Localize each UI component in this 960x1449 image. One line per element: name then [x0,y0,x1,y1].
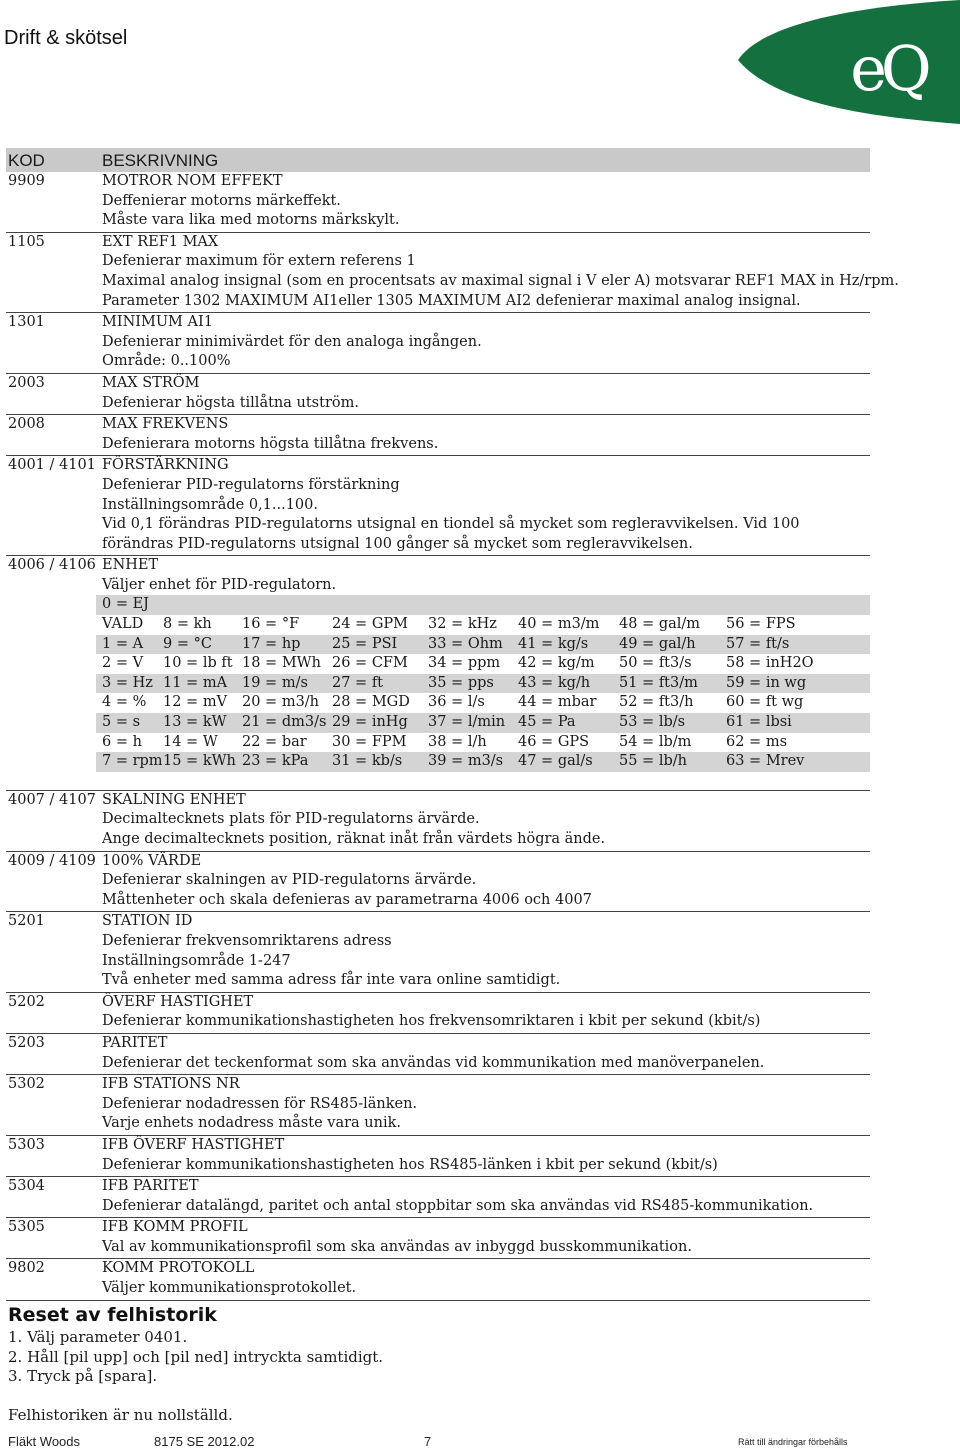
row-title: MAX STRÖM [102,374,200,391]
table-row [6,456,870,556]
row-code: 5305 [8,1219,45,1236]
row-title: MAX FREKVENS [102,416,229,433]
row-description [102,1259,870,1298]
row-text: Inställningsområde 0,1...100. [102,496,318,513]
row-title: FÖRSTÄRKNING [102,457,229,474]
row-text: Defenierar datalängd, paritet och antal stoppbitar som ska användas vid RS485-kommunikation. [102,1197,814,1214]
parameter-table [6,148,899,1301]
unit-grid-cell: 28 = MGD [332,694,410,711]
unit-grid-cell: 33 = Ohm [428,635,503,652]
unit-grid-cell: 18 = MWh [242,655,321,672]
row-text: Defenierar minimivärdet för den analoga ingången. [102,333,482,350]
unit-grid-row [6,693,870,713]
footer-doc-number: 8175 SE 2012.02 [154,1434,255,1449]
unit-grid-cell: 32 = kHz [428,616,497,633]
row-text: Inställningsområde 1-247 [102,952,291,969]
row-title: MINIMUM AI1 [102,314,213,331]
reset-step: 1. Välj parameter 0401. [8,1328,188,1346]
row-code: 5302 [8,1076,45,1093]
unit-grid-cell: 21 = dm3/s [242,714,327,731]
unit-grid-cell: 47 = gal/s [518,753,593,770]
unit-grid-cell: 27 = ft [332,674,384,691]
table-row [6,1177,870,1218]
header-code: KOD [8,151,45,170]
row-description [102,1136,870,1175]
row-text: Väljer kommunikationsprotokollet. [102,1280,357,1297]
row-title: IFB STATIONS NR [102,1076,240,1093]
page-footer [0,1434,960,1449]
unit-grid-cell: 0 = EJ [102,596,149,613]
unit-grid-cell: 40 = m3/m [518,616,600,633]
logo-text: eQ [850,32,926,105]
row-code: 4007 / 4107 [8,791,96,808]
unit-grid-cell: 46 = GPS [518,733,590,750]
table-row [6,1259,870,1300]
unit-grid-cell: 19 = m/s [242,674,308,691]
unit-grid-cell: 34 = ppm [428,655,501,672]
row-text: Defenierar nodadressen för RS485-länken. [102,1095,418,1112]
table-row [6,313,870,374]
row-description [102,233,899,311]
footer-company: Fläkt Woods [8,1434,81,1449]
row-text: Defenierar högsta tillåtna utström. [102,394,359,411]
unit-grid-cell: 16 = °F [242,616,300,633]
row-code: 4009 / 4109 [8,852,96,869]
table-row [6,233,899,313]
unit-grid-row [96,595,870,615]
row-text: Defenierar kommunikationshastigheten hos RS485-länken i kbit per sekund (kbit/s) [102,1156,718,1173]
unit-grid-cell: 14 = W [163,733,218,750]
unit-grid-cell: 11 = mA [163,674,228,691]
unit-grid-cell: 52 = ft3/h [619,694,694,711]
row-description [102,993,870,1032]
row-text: Måttenheter och skala defenieras av parametrarna 4006 och 4007 [102,891,592,908]
table-row [6,172,870,233]
row-title: IFB KOMM PROFIL [102,1219,248,1236]
row-text: Defenierar PID-regulatorns förstärkning [102,476,400,493]
unit-grid-cell: 2 = V [102,655,144,672]
table-row [6,791,870,852]
unit-grid-cell: 57 = ft/s [726,635,790,652]
reset-heading: Reset av felhistorik [8,1304,217,1326]
unit-grid-cell: VALD [102,616,144,633]
row-code: 4001 / 4101 [8,457,96,474]
header-description: BESKRIVNING [102,151,219,170]
unit-grid-row [6,654,870,674]
unit-grid-cell: 62 = ms [726,733,788,750]
unit-grid-cell: 51 = ft3/m [619,674,698,691]
page-header-title: Drift & skötsel [4,27,128,49]
unit-grid-cell: 4 = % [102,694,147,711]
unit-grid-cell: 3 = Hz [102,674,153,691]
row-code: 1301 [8,314,45,331]
row-code: 9802 [8,1260,45,1277]
table-row [6,374,870,415]
row-text: Maximal analog insignal (som en procentsats av maximal signal i V eler A) motsvarar REF1 MAX in Hz/rpm. [102,272,899,289]
reset-steps [8,1328,383,1387]
row-text: Val av kommunikationsprofil som ska användas av inbyggd busskommunikation. [102,1238,692,1255]
unit-grid-row [96,674,870,694]
reset-step: 2. Håll [pil upp] och [pil ned] intryckta samtidigt. [8,1347,384,1366]
row-description [102,852,870,911]
row-description [102,1177,870,1216]
table-rows-bottom [6,791,870,1301]
row-title: MOTROR NOM EFFEKT [102,173,283,189]
unit-grid-cell: 26 = CFM [332,655,408,672]
unit-grid-cell: 59 = in wg [726,674,807,691]
reset-step: 3. Tryck på [spara]. [8,1367,158,1386]
row-description [102,556,870,595]
row-description [102,912,870,990]
unit-grid-cell: 25 = PSI [332,635,398,652]
unit-grid-cell: 39 = m3/s [428,753,504,770]
unit-grid-cell: 7 = rpm [102,753,163,770]
row-description [102,791,870,850]
row-description [102,313,870,372]
row-description [102,1075,870,1134]
table-row [6,1034,870,1075]
row-title: IFB ÖVERF HASTIGHET [102,1136,285,1153]
eq-logo [738,0,960,124]
row-code: 4006 / 4106 [8,557,96,574]
table-rows-top [6,172,899,556]
unit-grid-cell: 12 = mV [163,694,228,711]
footer-page-number: 7 [424,1434,432,1449]
unit-grid-cell: 22 = bar [242,733,307,750]
row-title: 100% VÄRDE [102,852,202,869]
row-text: Defenierar det teckenformat som ska användas vid kommunikation med manöverpanelen. [102,1054,765,1071]
unit-grid-cell: 5 = s [102,714,141,731]
unit-grid-cell: 48 = gal/m [619,616,701,633]
unit-grid [6,595,870,771]
unit-grid-cell: 38 = l/h [428,733,487,750]
row-text: Parameter 1302 MAXIMUM AI1eller 1305 MAXIMUM AI2 defenierar maximal analog insignal. [102,292,801,309]
row-text: Måste vara lika med motorns märkskylt. [102,212,400,229]
table-row [6,1218,870,1259]
unit-grid-cell: 29 = inHg [332,714,408,731]
row-text: Två enheter med samma adress får inte vara online samtidigt. [102,972,561,989]
row-code: 9909 [8,173,45,189]
unit-grid-cell: 10 = lb ft [163,655,233,672]
row-text: Defenierar frekvensomriktarens adress [102,932,392,949]
table-row [6,852,870,913]
unit-grid-cell: 49 = gal/h [619,635,696,652]
row-text: Defenierar skalningen av PID-regulatorns ärvärde. [102,872,477,889]
unit-grid-cell: 6 = h [102,733,142,750]
unit-grid-row [6,733,870,753]
row-title: STATION ID [102,913,193,930]
row-text: Defenierara motorns högsta tillåtna frekvens. [102,435,439,452]
unit-grid-cell: 50 = ft3/s [619,655,692,672]
unit-grid-cell: 9 = °C [163,635,212,652]
table-row [6,1136,870,1177]
row-description [102,172,870,231]
row-title: ENHET [102,557,159,574]
unit-grid-cell: 15 = kWh [163,753,236,770]
table-row [6,415,870,456]
unit-grid-cell: 20 = m3/h [242,694,320,711]
row-title: PARITET [102,1034,168,1051]
row-title: KOMM PROTOKOLL [102,1260,255,1277]
unit-grid-cell: 30 = FPM [332,733,407,750]
row-code: 2003 [8,374,45,391]
footer-rights: Rätt till ändringar förbehålls [738,1437,848,1447]
row-text: Deffenierar motorns märkeffekt. [102,192,341,209]
unit-grid-row [96,713,870,733]
row-code: 5203 [8,1034,45,1051]
row-description [102,456,870,554]
table-row [6,993,870,1034]
row-text: förändras PID-regulatorns utsignal 100 gånger så mycket som regleravvikelsen. [102,535,693,552]
row-text: Decimaltecknets plats för PID-regulatorns ärvärde. [102,811,480,828]
unit-grid-cell: 43 = kg/h [518,674,591,691]
unit-grid-row [96,635,870,655]
row-description [102,415,870,454]
unit-grid-cell: 63 = Mrev [726,753,805,770]
unit-grid-cell: 23 = kPa [242,753,309,770]
unit-grid-cell: 37 = l/min [428,714,506,731]
unit-grid-cell: 44 = mbar [518,694,597,711]
row-text: Väljer enhet för PID-regulatorn. [102,576,337,593]
unit-grid-cell: 41 = kg/s [518,635,589,652]
unit-grid-cell: 54 = lb/m [619,733,692,750]
row-text: Varje enhets nodadress måste vara unik. [102,1115,401,1132]
unit-grid-row [6,615,870,635]
row-title: SKALNING ENHET [102,791,246,808]
row-code: 5202 [8,993,45,1010]
row-text: Vid 0,1 förändras PID-regulatorns utsignal en tiondel så mycket som regleravvikelsen. Vid 100 [102,516,800,533]
row-code: 1105 [8,233,45,250]
unit-grid-cell: 58 = inH2O [726,655,814,672]
unit-grid-row [96,752,870,772]
row-title: IFB PARITET [102,1178,199,1195]
row-description [102,1218,870,1257]
table-row [6,1075,870,1136]
table-row [6,912,870,992]
row-description [102,374,870,413]
unit-grid-cell: 24 = GPM [332,616,409,633]
row-code: 2008 [8,416,45,433]
unit-grid-cell: 31 = kb/s [332,753,403,770]
table-row-unit [6,556,870,791]
unit-grid-cell: 1 = A [102,635,144,652]
unit-grid-cell: 17 = hp [242,635,301,652]
unit-grid-cell: 45 = Pa [518,714,576,731]
row-code: 5303 [8,1136,45,1153]
row-code: 5201 [8,913,45,930]
row-title: ÖVERF HASTIGHET [102,993,254,1010]
unit-grid-cell: 36 = l/s [428,694,485,711]
row-text: Defenierar kommunikationshastigheten hos frekvensomriktaren i kbit per sekund (kbit/s) [102,1013,761,1030]
unit-grid-cell: 42 = kg/m [518,655,595,672]
row-description [102,1034,870,1073]
reset-done-text: Felhistoriken är nu nollställd. [8,1406,233,1424]
unit-grid-cell: 53 = lb/s [619,714,686,731]
unit-grid-cell: 35 = pps [428,674,494,691]
row-text: Defenierar maximum för extern referens 1 [102,253,416,270]
row-text: Område: 0..100% [102,353,231,370]
unit-grid-cell: 13 = kW [163,714,227,731]
unit-grid-cell: 55 = lb/h [619,753,687,770]
row-text: Ange decimaltecknets position, räknat inåt från värdets högra ände. [102,831,606,847]
unit-grid-cell: 60 = ft wg [726,694,804,711]
row-code: 5304 [8,1178,45,1195]
unit-grid-cell: 8 = kh [163,616,212,633]
row-title: EXT REF1 MAX [102,233,219,250]
unit-grid-cell: 56 = FPS [726,616,796,633]
table-header [6,148,870,172]
unit-grid-cell: 61 = lbsi [726,714,792,731]
